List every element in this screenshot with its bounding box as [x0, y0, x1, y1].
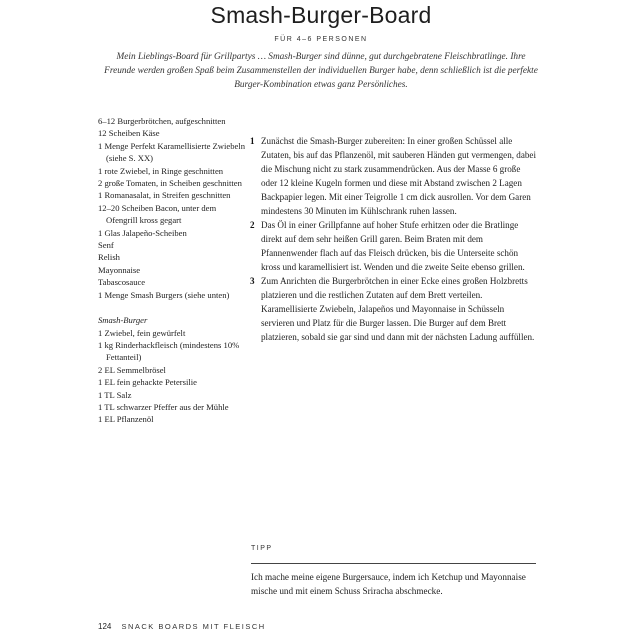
step-2: [250, 218, 536, 274]
ingredient-item: 2 große Tomaten, in Scheiben geschnitten: [98, 178, 242, 189]
page-footer: [98, 622, 266, 631]
step-3: [250, 274, 536, 344]
ingredient-item: Tabascosauce: [98, 277, 146, 288]
page-title: Smash-Burger-Board: [210, 2, 432, 28]
smash-ingredient-item: 1 kg Rinderhackfleisch (mindestens 10% Fettanteil): [98, 339, 240, 363]
ingredient-item: 1 Romanasalat, in Streifen geschnitten: [98, 190, 231, 201]
smash-ingredient-item: 1 TL schwarzer Pfeffer aus der Mühle: [98, 401, 229, 412]
step-text: Zum Anrichten die Burgerbrötchen in einer Ecke eines großen Holzbretts platzieren und die restlichen Zutaten auf dem Brett verteilen. Karamellisierte Zwiebeln, Jalapeños und Mayonnaise in Schüsseln servieren und Platz für die Burger lassen. Die Burger auf dem Brett platzieren, sobald sie gar sind und dann mit der nächsten Ladung auffüllen.: [261, 276, 535, 342]
tip-text: Ich mache meine eigene Burgersauce, indem ich Ketchup und Mayonnaise mische und mit einem Schuss Sriracha abschmecke.: [251, 572, 526, 596]
smash-ingredient-item: 1 EL Pflanzenöl: [98, 414, 154, 425]
step-text: Zunächst die Smash-Burger zubereiten: In einer großen Schüssel alle Zutaten, bis auf das Pflanzenöl, mit sauberen Händen gut vermengen, dabei die Mischung nicht zu stark zusammendrücken. Aus der Masse 6 große oder 12 kleine Kugeln formen und diese mit Abstand zwischen 2 Lagen Backpapier legen. Mit einer Teigrolle 1 cm dick ausrollen. Vor dem Garen mindestens 30 Minuten im Kühlschrank ruhen lassen.: [261, 136, 536, 216]
ingredient-item: 1 Menge Perfekt Karamellisierte Zwiebeln (siehe S. XX): [98, 140, 245, 164]
ingredient-item: 6–12 Burgerbrötchen, aufgeschnitten: [98, 116, 226, 126]
step-number: 1: [250, 136, 255, 146]
step-number: 3: [250, 276, 255, 286]
ingredient-item: 12 Scheiben Käse: [98, 128, 160, 139]
step-1: [250, 134, 536, 218]
smash-ingredient-item: 2 EL Semmelbrösel: [98, 364, 166, 375]
ingredient-list: [98, 115, 248, 426]
tip-divider: [251, 563, 536, 564]
ingredient-item: Relish: [98, 252, 120, 263]
section-name: SNACK BOARDS MIT FLEISCH: [121, 622, 266, 631]
smash-ingredient-item: 1 Zwiebel, fein gewürfelt: [98, 327, 186, 338]
ingredient-item: 1 Menge Smash Burgers (siehe unten): [98, 289, 230, 300]
step-text: Das Öl in einer Grillpfanne auf hoher Stufe erhitzen oder die Bratlinge direkt auf dem sehr heißen Grill garen. Beim Braten mit dem Pfannenwender flach auf das Fleisch drücken, bis die Unterseite schön kross und karamellisiert ist. Wenden und die zweite Seite ebenso grillen.: [261, 220, 525, 272]
intro-text: Mein Lieblings-Board für Grillpartys … Smash-Burger sind dünne, gut durchgebratene Fleischbratlinge. Ihre Freunde werden großen Spaß beim Zusammenstellen der individuellen Burger habe, denn schließlich ist die perfekte Burger-Kombination etwas ganz Persönliches.: [104, 52, 538, 90]
step-number: 2: [250, 220, 255, 230]
tip-label: TIPP: [251, 545, 273, 552]
ingredient-item: Senf: [98, 240, 114, 251]
method-steps: [250, 134, 536, 344]
ingredient-item: 12–20 Scheiben Bacon, unter dem Ofengrill kross gegart: [98, 202, 217, 226]
smash-ingredient-item: 1 EL fein gehackte Petersilie: [98, 377, 197, 388]
ingredient-item: Mayonnaise: [98, 264, 141, 275]
smash-ingredient-item: 1 TL Salz: [98, 389, 132, 400]
servings-label: FÜR 4–6 PERSONEN: [274, 36, 368, 43]
page-number: 124: [98, 622, 112, 631]
smash-burger-heading: Smash-Burger: [98, 315, 148, 326]
ingredient-item: 1 Glas Jalapeño-Scheiben: [98, 227, 187, 238]
ingredient-item: 1 rote Zwiebel, in Ringe geschnitten: [98, 165, 224, 176]
